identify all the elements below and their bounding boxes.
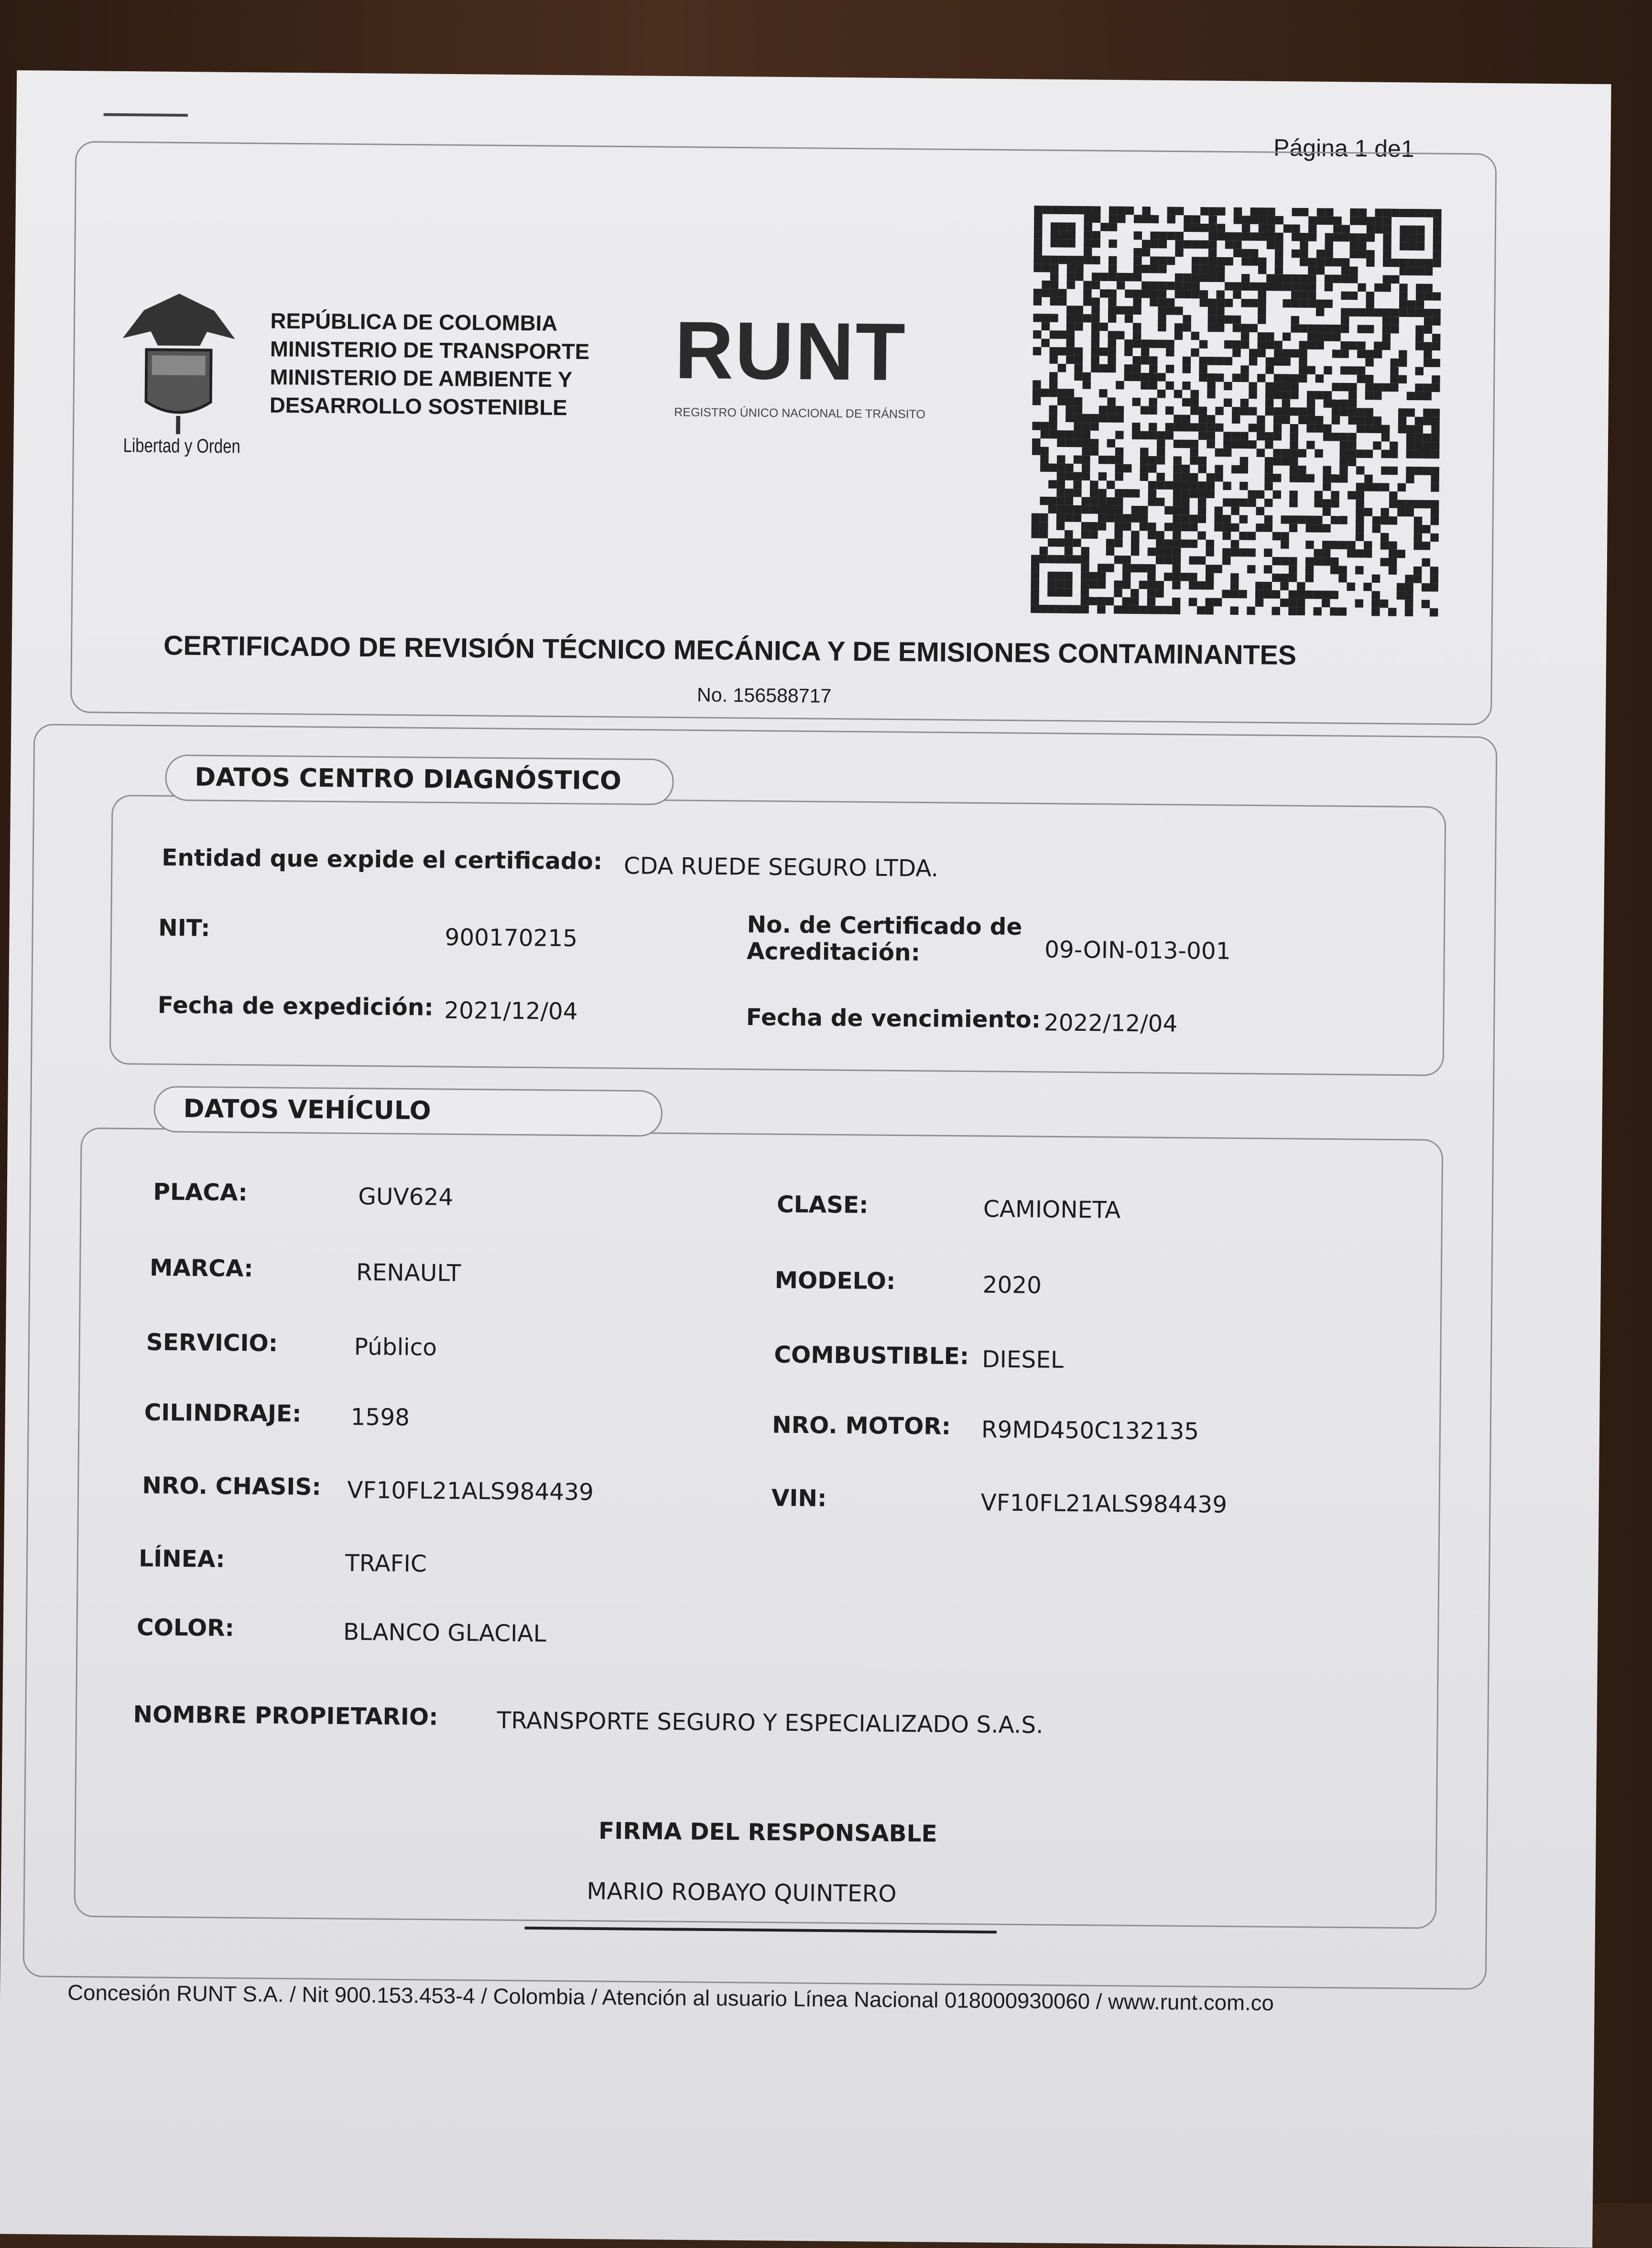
modelo-value: 2020: [982, 1272, 1042, 1299]
marca-value: RENAULT: [356, 1259, 461, 1287]
expiry-date-label: Fecha de vencimiento:: [746, 1004, 1041, 1033]
gov-line: MINISTERIO DE TRANSPORTE: [270, 337, 590, 368]
certificate-title: CERTIFICADO DE REVISIÓN TÉCNICO MECÁNICA Y DE EMISIONES CONTAMINANTES: [163, 631, 1296, 673]
gov-line: MINISTERIO DE AMBIENTE Y: [270, 365, 589, 396]
nit-label: NIT:: [158, 915, 210, 942]
motto: Libertad y Orden: [123, 434, 240, 457]
runt-logo-subtitle: REGISTRO ÚNICO NACIONAL DE TRÁNSITO: [674, 405, 925, 421]
clase-label: CLASE:: [777, 1191, 869, 1219]
nit-value: 900170215: [445, 924, 577, 952]
pen-mark: [104, 113, 188, 117]
accreditation-label-line: Acreditación:: [747, 938, 1022, 967]
placa-value: GUV624: [358, 1183, 453, 1211]
gov-line: REPÚBLICA DE COLOMBIA: [270, 308, 590, 339]
government-heading: [270, 308, 590, 424]
motor-value: R9MD450C132135: [981, 1416, 1199, 1445]
combustible-value: DIESEL: [982, 1346, 1064, 1373]
signature-name: MARIO ROBAYO QUINTERO: [587, 1878, 897, 1907]
vin-label: VIN:: [772, 1485, 827, 1512]
issue-date-label: Fecha de expedición:: [157, 992, 434, 1021]
accreditation-label: [747, 911, 1022, 967]
entity-value: CDA RUEDE SEGURO LTDA.: [624, 852, 939, 882]
cilindraje-value: 1598: [350, 1404, 410, 1431]
placa-label: PLACA:: [153, 1179, 248, 1206]
color-value: BLANCO GLACIAL: [343, 1619, 546, 1648]
certificate-number: No. 156588717: [697, 683, 832, 707]
modelo-label: MODELO:: [775, 1267, 896, 1295]
entity-label: Entidad que expide el certificado:: [162, 844, 602, 875]
footer: Concesión RUNT S.A. / Nit 900.153.453-4 / Colombia / Atención al usuario Línea Nacional 018000930060 / www.runt.com.co: [67, 1982, 1274, 2018]
linea-value: TRAFIC: [345, 1550, 427, 1577]
combustible-label: COMBUSTIBLE:: [774, 1342, 969, 1370]
chasis-value: VF10FL21ALS984439: [347, 1477, 594, 1506]
servicio-label: SERVICIO:: [146, 1329, 278, 1357]
motor-label: NRO. MOTOR:: [772, 1412, 951, 1440]
qr-code: [1026, 206, 1446, 617]
color-label: COLOR:: [137, 1614, 234, 1642]
colombia-coat-of-arms-icon: [115, 282, 242, 438]
owner-label: NOMBRE PROPIETARIO:: [133, 1701, 438, 1730]
accreditation-value: 09-OIN-013-001: [1044, 936, 1231, 964]
certificate-document: [0, 70, 1611, 2248]
chasis-label: NRO. CHASIS:: [142, 1472, 321, 1500]
page-number: Página 1 de1: [1273, 135, 1414, 164]
owner-value: TRANSPORTE SEGURO Y ESPECIALIZADO S.A.S.: [497, 1707, 1043, 1739]
signature-title: FIRMA DEL RESPONSABLE: [598, 1818, 937, 1847]
runt-logo: RUNT: [674, 304, 907, 400]
vin-value: VF10FL21ALS984439: [980, 1489, 1227, 1518]
servicio-value: Público: [354, 1333, 437, 1361]
clase-value: CAMIONETA: [983, 1196, 1121, 1223]
diagnostic-center-title: DATOS CENTRO DIAGNÓSTICO: [165, 754, 674, 805]
vehicle-box: [74, 1127, 1443, 1929]
gov-line: DESARROLLO SOSTENIBLE: [270, 393, 589, 424]
issue-date-value: 2021/12/04: [444, 997, 578, 1025]
vehicle-title: DATOS VEHÍCULO: [154, 1086, 663, 1136]
marca-label: MARCA:: [150, 1255, 253, 1282]
expiry-date-value: 2022/12/04: [1044, 1009, 1178, 1037]
linea-label: LÍNEA:: [139, 1545, 225, 1572]
accreditation-label-line: No. de Certificado de: [747, 911, 1022, 940]
cilindraje-label: CILINDRAJE:: [144, 1399, 301, 1428]
